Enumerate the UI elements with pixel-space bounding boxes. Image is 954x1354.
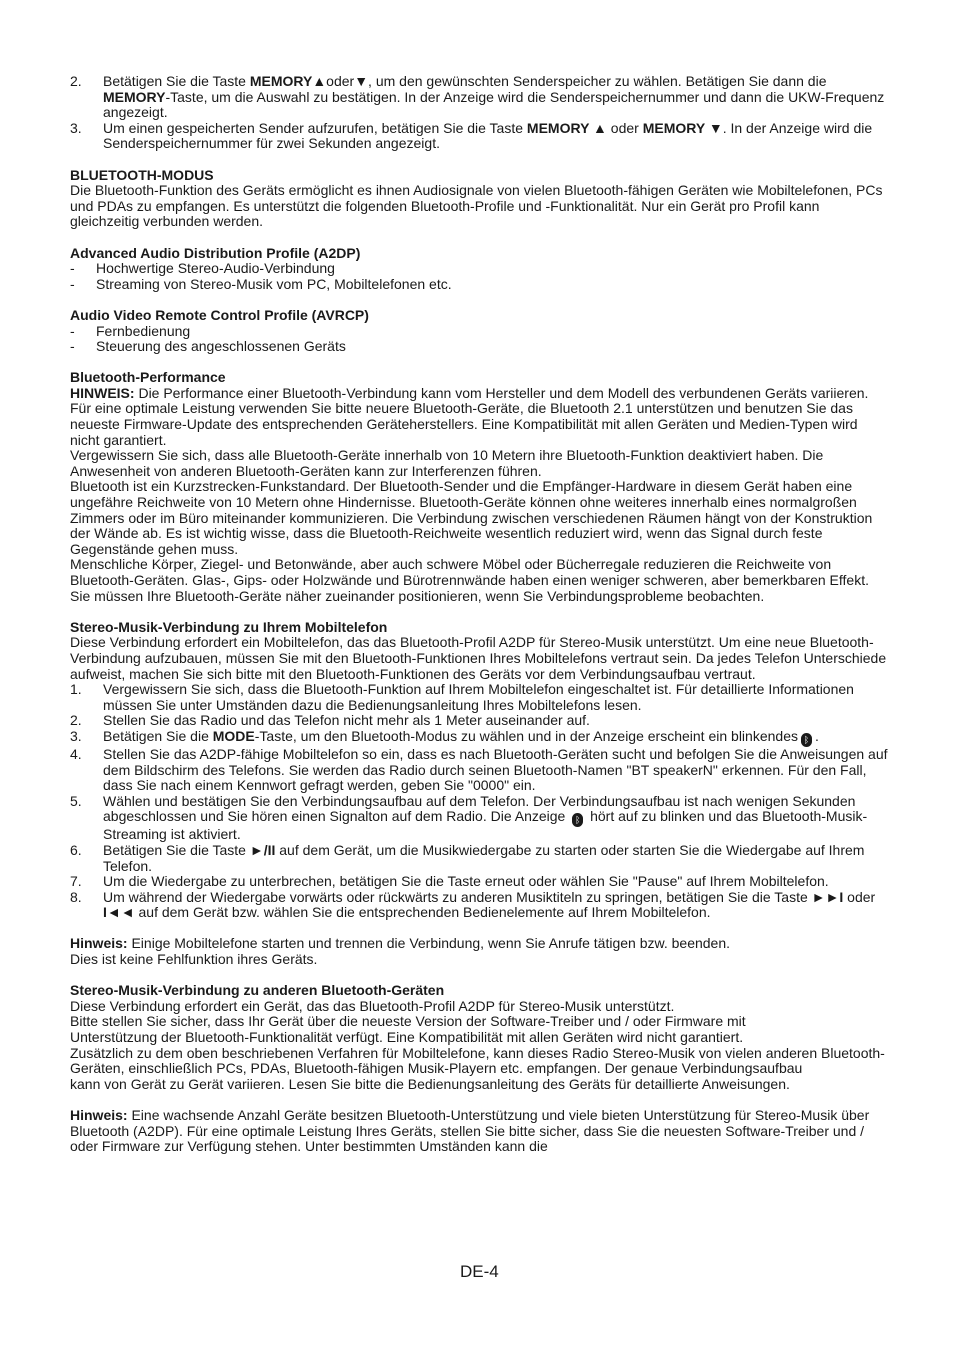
list-item: 8. Um während der Wiedergabe vorwärts oder rückwärts zu anderen Musiktiteln zu springen, betätigen Sie die Taste ►►I oder I◄◄ auf dem Gerät bzw. wählen Sie die entsprechenden Bedienelemente auf Ihrem Mobiltelefon. [70,888,876,921]
paragraph: Vergewissern Sie sich, dass alle Bluetooth-Geräte innerhalb von 10 Metern ihre Bluetooth-Funktion deaktiviert haben. Die Anwesenheit von anderen Bluetooth-Geräten kann zur Interferenzen führen. [70,447,824,479]
bluetooth-icon: ᛒ [572,813,583,827]
document-page [70,74,890,1155]
list-item: 2. Stellen Sie das Radio und das Telefon nicht mehr als 1 Meter auseinander auf. [70,712,590,729]
bluetooth-icon: ᛒ [801,733,812,747]
previous-key: I◄◄ [103,904,135,921]
list-item: - Hochwertige Stereo-Audio-Verbindung [70,260,335,277]
paragraph: Menschliche Körper, Ziegel- und Betonwände, aber auch schwere Möbel oder Bücherregale reduzieren die Reichweite von Bluetooth-Geräten. Glas-, Gips- oder Holzwände und Bürotrennwände haben einen weniger schweren, aber bemerkbaren Effekt. Sie müssen Ihre Bluetooth-Geräte näher zueinander positionieren, wenn Sie Verbindungsprobleme beobachten. [70,556,869,604]
note: Hinweis: Einige Mobiltelefone starten und trennen die Verbindung, wenn Sie Anrufe tätigen bzw. beenden. [70,935,731,952]
section-heading: Stereo-Musik-Verbindung zu anderen Bluetooth-Geräten [70,982,445,999]
note: Dies ist keine Fehlfunktion ihres Geräts. [70,951,318,968]
paragraph: kann von Gerät zu Gerät variieren. Lesen Sie bitte die Bedienungsanleitung des Geräts für detaillierte Anweisungen. [70,1075,790,1092]
paragraph: HINWEIS: Die Performance einer Bluetooth-Verbindung kann vom Hersteller und dem Modell des verbundenen Geräts variieren. Für eine optimale Leistung verwenden Sie bitte neuere Bluetooth-Geräte, die Bluetooth 2.1 unterstützen und benutzen Sie das neueste Firmware-Update des entsprechenden Geräteherstellers. Eine Kompatibilität mit allen Geräten und Medien-Typen wird nicht garantiert. [70,384,869,448]
note: Hinweis: Eine wachsende Anzahl Geräte besitzen Bluetooth-Unterstützung und viele bieten Unterstützung für Stereo-Musik über Bluetooth (A2DP). Für eine optimale Leistung Ihres Geräts, stellen Sie bitte sicher, dass Sie die neuesten Software-Treiber und / oder Firmware zur Verfügung stehen. Unter bestimmten Umständen kann die [70,1107,870,1155]
section-heading: Bluetooth-Performance [70,369,226,386]
list-item: - Fernbedienung [70,322,191,339]
next-key: ►►I [811,888,844,905]
paragraph: Zusätzlich zu dem oben beschriebenen Verfahren für Mobiltelefone, kann dieses Radio Stereo-Musik von vielen anderen Bluetooth-Geräten, einschließlich PCs, PDAs, Bluetooth-fähigen Musik-Playern etc. empfangen. Der genaue Verbindungsaufbau [70,1044,885,1077]
paragraph: Die Bluetooth-Funktion des Geräts ermöglicht es ihnen Audiosignale von vielen Bluetooth-fähigen Geräten wie Mobiltelefonen, PCs und PDAs zu empfangen. Es unterstützt die folgenden Bluetooth-Profile und -Funktionalität. Nur ein Gerät pro Profil kann gleichzeitig verbunden werden. [70,182,883,230]
section-heading: Audio Video Remote Control Profile (AVRCP) [70,306,369,323]
list-item: 3. Um einen gespeicherten Sender aufzurufen, betätigen Sie die Taste MEMORY ▲ oder MEMORY ▼. In der Anzeige wird die Senderspeichernummer für zwei Sekunden angezeigt. [70,119,873,152]
section-heading: Stereo-Musik-Verbindung zu Ihrem Mobiltelefon [70,618,388,635]
list-item: 1. Vergewissern Sie sich, dass die Bluetooth-Funktion auf Ihrem Mobiltelefon eingeschaltet ist. Für detaillierte Informationen müssen Sie unter Umständen dazu die Bedienungsanleitung Ihres Mobiltelefons lesen. [70,681,854,713]
paragraph: Diese Verbindung erfordert ein Gerät, das das Bluetooth-Profil A2DP für Stereo-Musik unterstützt. [70,997,675,1014]
list-item: 4. Stellen Sie das A2DP-fähige Mobiltelefon so ein, dass es nach Bluetooth-Geräten sucht und befolgen Sie die Anweisungen auf dem Bildschirm des Telefons. Sie werden das Radio durch seinen Bluetooth-Namen "BT speakerN" erkennen. Für den Fall, dass Sie nach einem Kennwort gefragt werden, geben Sie "0000" ein. [70,745,888,794]
list-item: - Steuerung des angeschlossenen Geräts [70,338,346,355]
paragraph: Bitte stellen Sie sicher, dass Ihr Gerät über die neueste Version der Software-Treiber und / oder Firmware mit [70,1013,746,1030]
list-item: - Streaming von Stereo-Musik vom PC, Mobiltelefonen etc. [70,275,452,292]
list-item: 3. Betätigen Sie die MODE-Taste, um den Bluetooth-Modus zu wählen und in der Anzeige erscheint ein blinkendes ᛒ . [70,727,819,745]
list-item: 6. Betätigen Sie die Taste ►/II auf dem Gerät, um die Musikwiedergabe zu starten oder starten Sie die Wiedergabe auf Ihrem Telefon. [70,841,865,874]
paragraph: Bluetooth ist ein Kurzstrecken-Funkstandard. Der Bluetooth-Sender und die Empfänger-Hardware in diesem Gerät haben eine ungefähre Reichweite von 10 Metern ohne Hindernisse. Bluetooth-Geräte können ohne weiteres innerhalb eines normalgroßen Zimmers oder im Büro miteinander kommunizieren. Die Verbindung zwischen verschiedenen Räumen hängt von der Konstruktion der Wände ab. Es ist wichtig wisse, dass die Bluetooth-Reichweite wesentlich reduziert wird, wenn das Signal durch feste Gegenstände gehen muss. [70,478,873,557]
section-heading: BLUETOOTH-MODUS [70,166,214,183]
paragraph: Unterstützung der Bluetooth-Funktionalität verfügt. Eine Kompatibilität mit allen Geräten wird nicht garantiert. [70,1029,744,1046]
list-item: 2. Betätigen Sie die Taste MEMORY▲oder▼, um den gewünschten Senderspeicher zu wählen. Betätigen Sie dann die MEMORY-Taste, um die Auswahl zu bestätigen. In der Anzeige wird die Senderspeichernummer und dann die UKW-Frequenz angezeigt. [70,73,885,121]
list-item: 7. Um die Wiedergabe zu unterbrechen, betätigen Sie die Taste erneut oder wählen Sie "Pause" auf Ihrem Mobiltelefon. [70,873,829,890]
page-number: DE-4 [460,1262,499,1281]
paragraph: Diese Verbindung erfordert ein Mobiltelefon, das das Bluetooth-Profil A2DP für Stereo-Musik unterstützt. Um eine neue Bluetooth-Verbindung aufzubauen, müssen Sie mit den Bluetooth-Funktionen Ihres Mobiltelefons vertraut sein. Da jedes Telefon Unterschiede aufweist, machen Sie sich bitte mit den Bluetooth-Funktionen des Geräts vor dem Verbindungsaufbau vertraut. [70,634,887,682]
play-pause-key: ►/II [249,841,276,858]
section-heading: Advanced Audio Distribution Profile (A2DP) [70,244,361,261]
list-item: 5. Wählen und bestätigen Sie den Verbindungsaufbau auf dem Telefon. Der Verbindungsaufbau ist nach wenigen Sekunden abgeschlossen und Sie hören einen Signalton auf dem Radio. Die Anzeige ᛒ hört auf zu blinken und das Bluetooth-Musik-Streaming ist aktiviert. [70,792,868,843]
